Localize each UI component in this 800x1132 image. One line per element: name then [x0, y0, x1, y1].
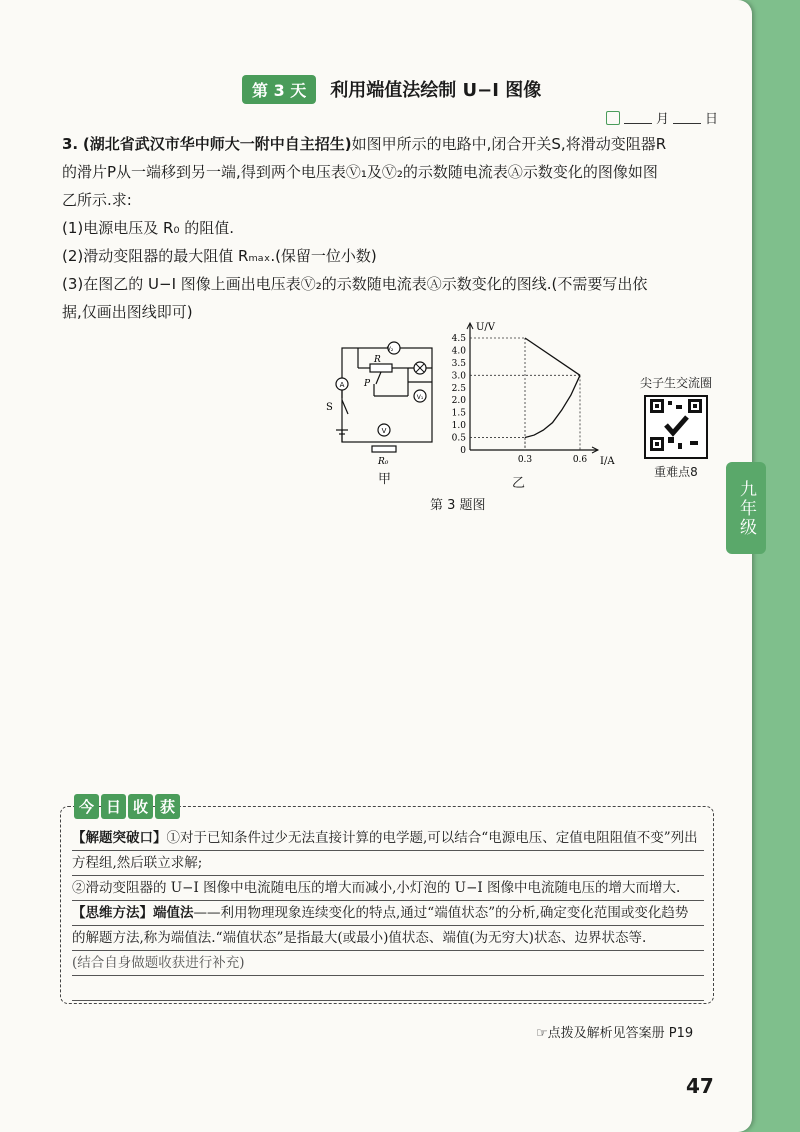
- circuit-caption: 甲: [378, 472, 392, 487]
- qr-title: 尖子生交流圈: [639, 376, 712, 390]
- summary-blank-line[interactable]: [72, 976, 704, 1001]
- answer-reference: ☞点拨及解析见答案册 P19: [536, 1026, 694, 1041]
- circuit-diagram: [318, 330, 428, 470]
- label-v2: V₂: [386, 346, 394, 353]
- y-tick-label: 2.5: [451, 383, 466, 394]
- y-tick-label: 1.0: [451, 421, 466, 432]
- ui-graph: [430, 320, 615, 470]
- figure-caption: 第 3 题图: [430, 498, 486, 513]
- label-v1: V₁: [416, 394, 424, 401]
- month-label: 月: [656, 112, 670, 127]
- summary-line5: 的解题方法,称为端值法.“端值状态”是指最大(或最小)值状态、端值(为无穷大)状态、边界状态等.: [72, 926, 704, 951]
- y-tick-label: 4.0: [451, 346, 466, 357]
- sub-question-3b: 据,仅画出图线即可): [62, 303, 193, 321]
- label-s: S: [326, 402, 333, 413]
- series-line-2: [525, 375, 580, 437]
- day-header: [242, 74, 541, 104]
- month-blank[interactable]: [624, 111, 652, 124]
- summary-line1: ①对于已知条件过少无法直接计算的电学题,可以结合“电源电压、定值电阻阻值不变”列出: [166, 830, 698, 846]
- summary-lines: [72, 826, 704, 1001]
- y-tick-label: 0.5: [451, 433, 466, 444]
- day-badge: 第 3 天: [242, 75, 316, 104]
- y-tick-label: 4.5: [451, 334, 466, 344]
- summary-line4: ——利用物理现象连续变化的特点,通过“端值状态”的分析,确定变化范围或变化趋势: [193, 905, 689, 921]
- day-title: 利用端值法绘制 U−I 图像: [330, 80, 542, 101]
- x-tick-label: 0.6: [572, 455, 588, 465]
- question-line1: 如图甲所示的电路中,闭合开关S,将滑动变阻器R: [351, 135, 667, 153]
- sub-question-1: (1)电源电压及 R₀ 的阻值.: [62, 219, 234, 237]
- series-line-1: [525, 338, 580, 375]
- y-tick-label: 1.5: [451, 408, 466, 419]
- summary-title: [74, 794, 180, 819]
- summary-line2: 方程组,然后联立求解;: [72, 851, 704, 876]
- question-number: 3.: [62, 135, 79, 153]
- y-tick-label: 0: [460, 446, 466, 456]
- day-label: 日: [705, 112, 719, 127]
- summary-tag-method: 【思维方法】端值法: [72, 905, 194, 921]
- question-source: (湖北省武汉市华中师大一附中自主招生): [82, 135, 352, 153]
- y-axis-label: U/V: [476, 322, 496, 333]
- label-p: P: [364, 379, 371, 389]
- summary-title-char: 收: [128, 794, 153, 819]
- label-r: R: [374, 355, 381, 365]
- y-tick-label: 3.0: [451, 371, 466, 382]
- day-blank[interactable]: [673, 111, 701, 124]
- date-line: [606, 108, 718, 127]
- summary-line6[interactable]: (结合自身做题收获进行补充): [72, 951, 704, 976]
- page-number: 47: [686, 1074, 714, 1098]
- summary-line3: ②滑动变阻器的 U−I 图像中电流随电压的增大而减小,小灯泡的 U−I 图像中电流随电压的增大而增大.: [72, 876, 704, 901]
- question-line2: 的滑片P从一端移到另一端,得到两个电压表Ⓥ₁及Ⓥ₂的示数随电流表Ⓐ示数变化的图像如图: [62, 163, 658, 181]
- calendar-icon: [606, 111, 620, 125]
- qr-block: [636, 374, 716, 480]
- graph-caption: 乙: [512, 476, 526, 491]
- x-tick-label: 0.3: [517, 455, 533, 465]
- y-tick-label: 2.0: [451, 396, 466, 407]
- grade-tab[interactable]: 九年级: [726, 462, 766, 554]
- x-axis-label: I/A: [600, 456, 615, 467]
- switch-icon: [342, 400, 348, 414]
- label-a: A: [339, 381, 345, 389]
- question-text: [62, 130, 718, 326]
- label-v: V: [381, 427, 387, 435]
- summary-title-char: 今: [74, 794, 99, 819]
- sub-question-2: (2)滑动变阻器的最大阻值 Rₘₐₓ.(保留一位小数): [62, 247, 377, 265]
- question-line3: 乙所示.求:: [62, 191, 132, 209]
- sub-question-3a: (3)在图乙的 U−I 图像上画出电压表Ⓥ₂的示数随电流表Ⓐ示数变化的图线.(不需要写出依: [62, 275, 648, 293]
- qr-code-icon[interactable]: [644, 395, 708, 459]
- y-tick-label: 3.5: [451, 358, 466, 369]
- summary-tag-breakthrough: 【解题突破口】: [72, 830, 167, 846]
- summary-title-char: 日: [101, 794, 126, 819]
- label-r0: R₀: [378, 457, 389, 467]
- qr-subtitle: 重难点8: [654, 465, 698, 479]
- summary-title-char: 获: [155, 794, 180, 819]
